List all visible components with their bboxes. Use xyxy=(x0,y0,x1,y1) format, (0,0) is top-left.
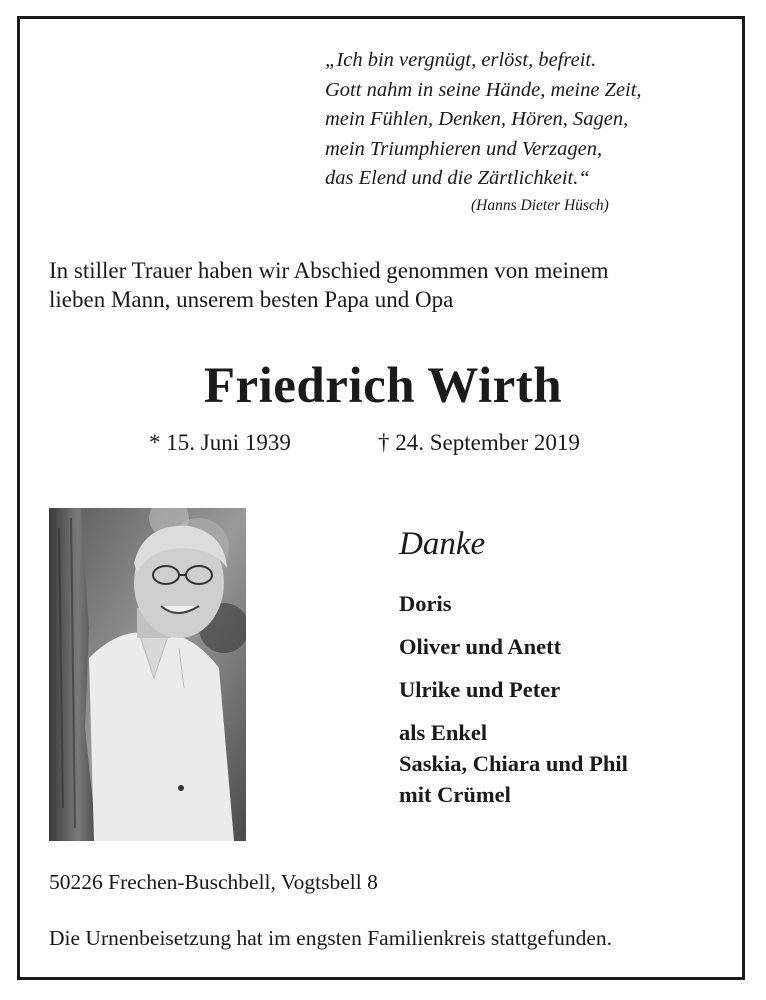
grandchildren-names: Saskia, Chiara und Phil xyxy=(399,751,628,776)
intro-line: In stiller Trauer haben wir Abschied genommen von meinem xyxy=(49,258,609,283)
portrait-photo-icon xyxy=(49,508,246,841)
thanks-heading: Danke xyxy=(399,526,486,562)
mourner-name: Ulrike und Peter xyxy=(399,677,561,702)
poem-line: das Elend und die Zärtlichkeit.“ xyxy=(325,167,590,189)
grandchildren-label: als Enkel xyxy=(399,720,488,745)
poem-line: „Ich bin vergnügt, erlöst, befreit. xyxy=(325,49,597,71)
poem-line: Gott nahm in seine Hände, meine Zeit, xyxy=(325,78,642,101)
intro-text xyxy=(49,256,739,314)
portrait-photo xyxy=(49,508,246,841)
mourner-name: Doris xyxy=(399,591,452,616)
poem-line: mein Fühlen, Denken, Hören, Sagen, xyxy=(325,108,629,130)
mourners-list xyxy=(399,588,628,810)
death-date: † 24. September 2019 xyxy=(378,430,580,455)
intro-line: lieben Mann, unserem besten Papa und Opa xyxy=(49,287,454,312)
mourner-name: Oliver und Anett xyxy=(399,634,562,659)
deceased-name: Friedrich Wirth xyxy=(203,358,563,414)
burial-notice: Die Urnenbeisetzung hat im engsten Familienkreis stattgefunden. xyxy=(49,926,613,950)
poem-line: mein Triumphieren und Verzagen, xyxy=(325,137,603,160)
birth-date: * 15. Juni 1939 xyxy=(149,430,291,455)
address: 50226 Frechen-Buschbell, Vogtsbell 8 xyxy=(49,870,378,894)
poem-attribution: (Hanns Dieter Hüsch) xyxy=(471,197,609,214)
poem xyxy=(325,46,745,194)
mourner-name: mit Crümel xyxy=(399,782,511,807)
